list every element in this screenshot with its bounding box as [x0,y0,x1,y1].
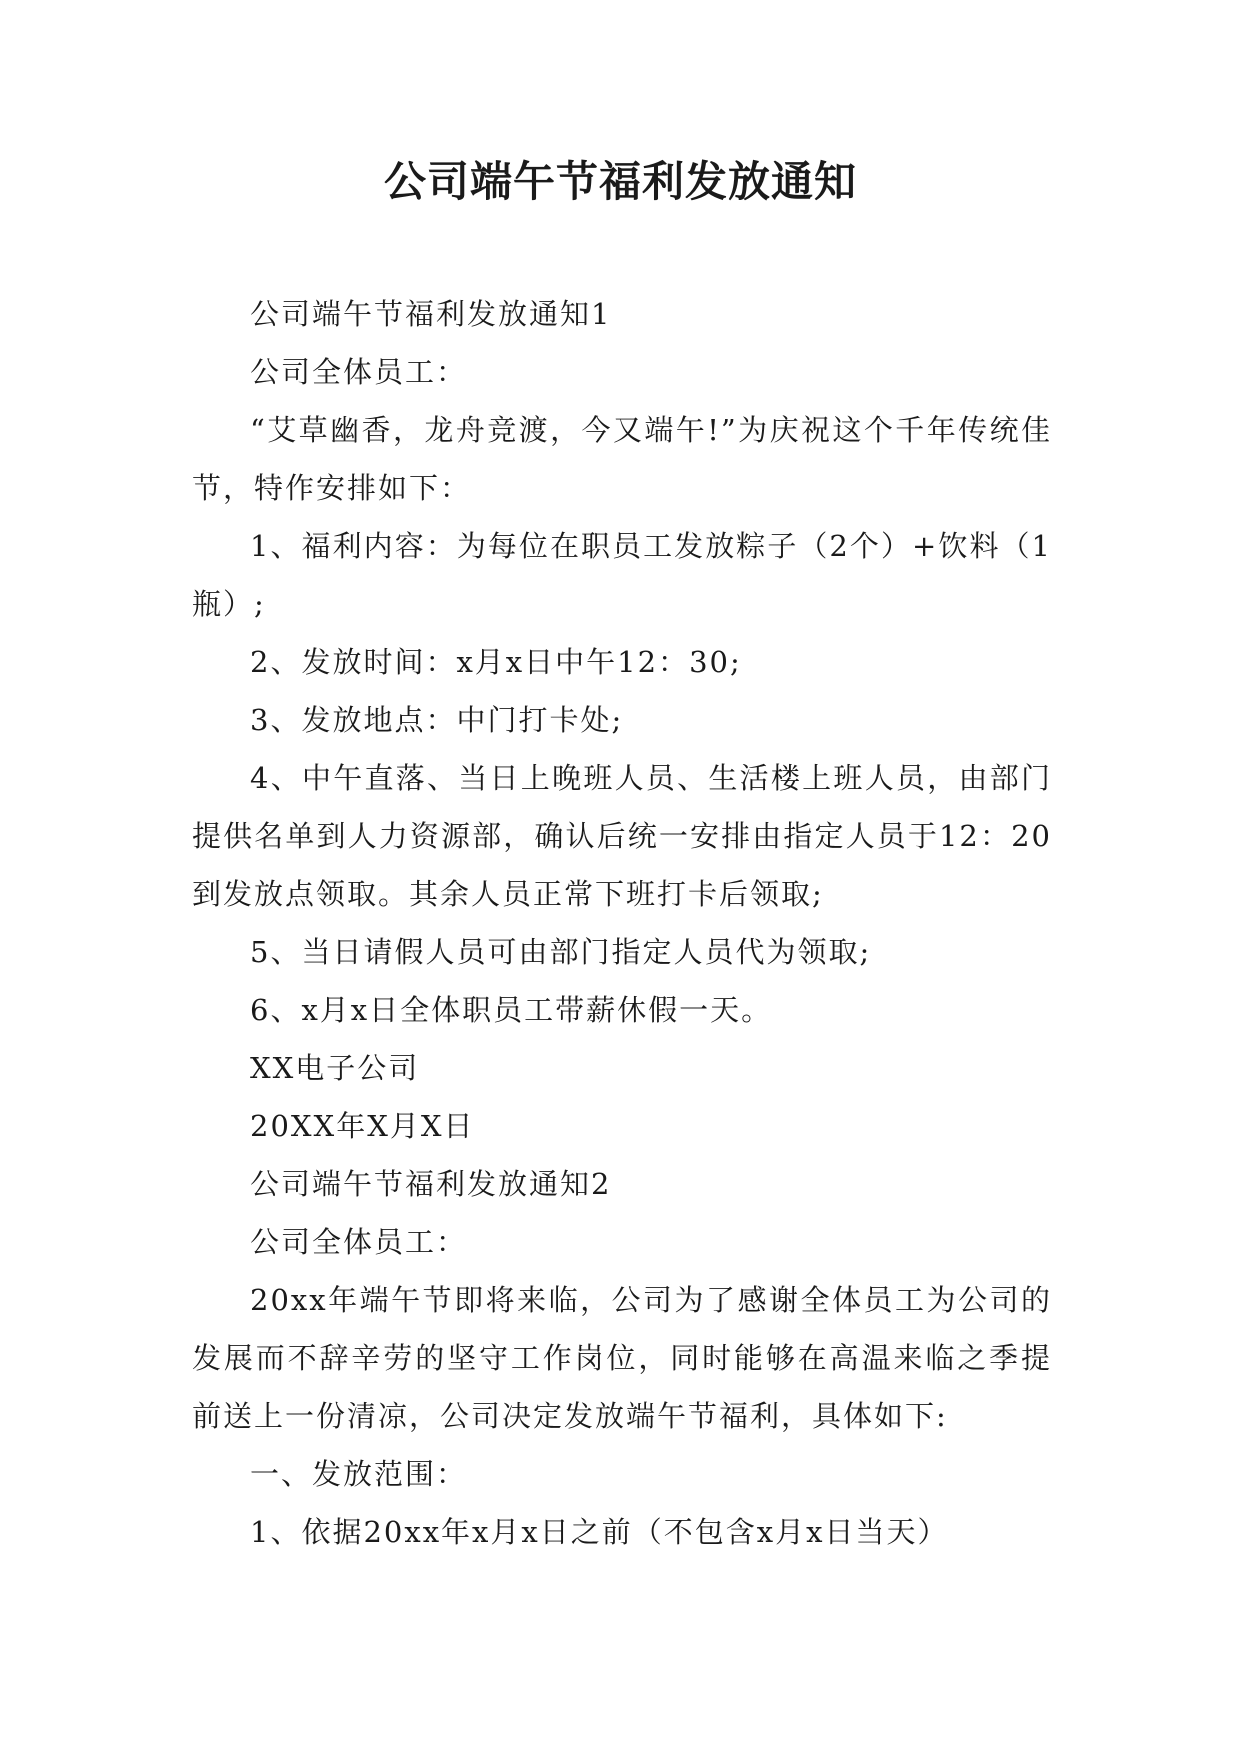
salutation: 公司全体员工： [250,355,468,389]
subsection-heading: 一、发放范围： [250,1457,468,1491]
section-heading-2: 公司端午节福利发放通知2 [250,1167,612,1201]
list-item: 6、x月x日全体职员工带薪休假一天。 [250,993,773,1027]
signature-company: XX电子公司 [250,1051,420,1085]
intro-paragraph: “艾草幽香，龙舟竞渡，今又端午!”为庆祝这个千年传统佳节，特作安排如下： [192,413,1052,505]
list-item: 5、当日请假人员可由部门指定人员代为领取; [250,935,872,969]
list-item: 1、依据20xx年x月x日之前（不包含x月x日当天） [250,1515,949,1549]
list-item: 4、中午直落、当日上晚班人员、生活楼上班人员，由部门提供名单到人力资源部，确认后统一安排由指定人员于12：20到发放点领取。其余人员正常下班打卡后领取; [192,761,1052,911]
document-body [192,285,1052,1561]
list-item: 3、发放地点：中门打卡处; [250,703,624,737]
signature-date: 20XX年X月X日 [250,1109,475,1143]
list-item: 1、福利内容：为每位在职员工发放粽子（2个）+饮料（1瓶）; [192,529,1052,621]
section-heading-1: 公司端午节福利发放通知1 [250,297,612,331]
salutation: 公司全体员工： [250,1225,468,1259]
document-title: 公司端午节福利发放通知 [383,157,857,206]
intro-paragraph: 20xx年端午节即将来临，公司为了感谢全体员工为公司的发展而不辞辛劳的坚守工作岗位，同时能够在高温来临之季提前送上一份清凉，公司决定发放端午节福利，具体如下: [192,1283,1052,1433]
list-item: 2、发放时间：x月x日中午12：30; [250,645,742,679]
